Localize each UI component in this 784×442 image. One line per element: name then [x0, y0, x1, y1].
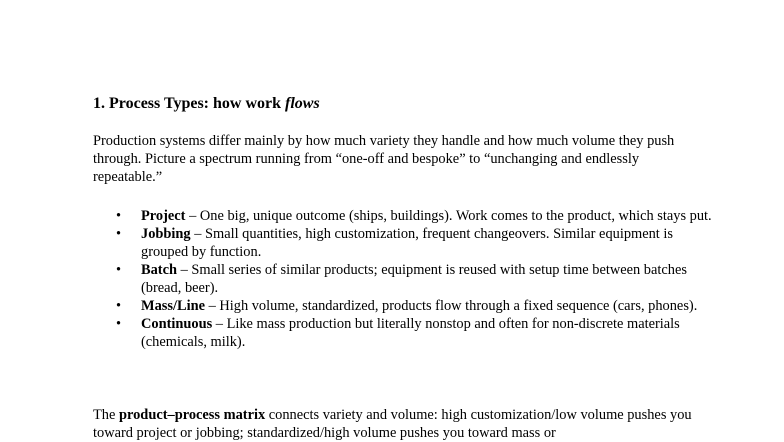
- process-description: – Like mass production but literally nonstop and often for non-discrete materials (chemicals, milk).: [141, 316, 680, 350]
- intro-paragraph: Production systems differ mainly by how much variety they handle and how much volume they push through. Picture a spectrum running from “one-off and bespoke” to “unchanging and endlessly repeatable.”: [93, 133, 675, 185]
- list-item-jobbing: [93, 225, 713, 261]
- process-description: – One big, unique outcome (ships, buildings). Work comes to the product, which stays put.: [185, 208, 712, 224]
- closing-rest: connects variety and volume: high customization/low volume pushes you toward project or jobbing; standardized/high volume pushes you toward mass or: [93, 407, 692, 441]
- process-description: – High volume, standardized, products flow through a fixed sequence (cars, phones).: [204, 298, 698, 314]
- closing-paragraph: [93, 406, 693, 442]
- section-heading: [93, 94, 320, 114]
- list-item-continuous: [93, 315, 713, 351]
- closing-lead: The: [93, 407, 119, 423]
- process-description: – Small series of similar products; equipment is reused with setup time between batches (bread, beer).: [141, 262, 687, 296]
- section-heading-emphasis: flows: [285, 95, 320, 112]
- process-term: Project: [141, 208, 186, 224]
- process-term: Batch: [141, 262, 177, 278]
- section-heading-text: 1. Process Types: how work: [93, 95, 285, 112]
- bullet-icon: •: [116, 208, 122, 224]
- list-item-batch: [93, 261, 713, 297]
- bullet-icon: •: [116, 298, 122, 314]
- bullet-icon: •: [116, 316, 122, 332]
- bullet-icon: •: [116, 226, 122, 242]
- list-item-mass-line: [93, 297, 713, 315]
- process-term: Mass/Line: [141, 298, 205, 314]
- bullet-icon: •: [116, 262, 122, 278]
- closing-term: product–process matrix: [118, 407, 266, 423]
- process-term: Jobbing: [141, 226, 191, 242]
- list-item-project: [93, 207, 713, 225]
- process-term: Continuous: [141, 316, 213, 332]
- process-types-list: [93, 207, 713, 351]
- process-description: – Small quantities, high customization, frequent changeovers. Similar equipment is grouped by function.: [141, 226, 673, 260]
